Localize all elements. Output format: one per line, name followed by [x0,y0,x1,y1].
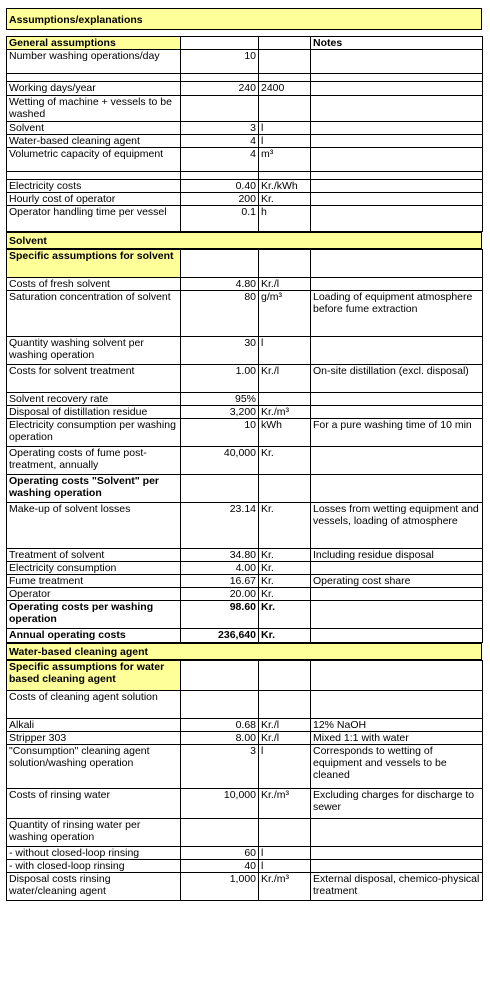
table-row [7,278,483,291]
row-label: Alkali [7,719,181,732]
row-note [311,819,483,847]
row-label: Operator handling time per vessel [7,206,181,232]
row-value [181,661,259,691]
row-label: Specific assumptions for solvent [7,250,181,278]
row-value: 3,200 [181,406,259,419]
row-note: Operating cost share [311,575,483,588]
table-row [7,148,483,172]
row-unit: Kr./m³ [259,406,311,419]
table-row [7,419,483,447]
row-unit [259,393,311,406]
row-note: External disposal, chemico-physical treatment [311,873,483,901]
row-unit: kWh [259,419,311,447]
row-label: Volumetric capacity of equipment [7,148,181,172]
row-unit: g/m³ [259,291,311,337]
row-note: Loading of equipment atmosphere before fume extraction [311,291,483,337]
assumptions-sheet [6,8,482,901]
row-note [311,122,483,135]
row-note [311,601,483,629]
row-unit: Kr./l [259,365,311,393]
table-row [7,601,483,629]
row-note [311,193,483,206]
row-note: Including residue disposal [311,549,483,562]
row-value: 1,000 [181,873,259,901]
row-label: Operating costs of fume post-treatment, annually [7,447,181,475]
row-note: Excluding charges for discharge to sewer [311,789,483,819]
row-value: 4 [181,135,259,148]
row-note [311,475,483,503]
spacer-row [7,74,483,82]
table-row [7,745,483,789]
row-value: 0.68 [181,719,259,732]
table-row [7,250,483,278]
row-unit: l [259,847,311,860]
row-label: Fume treatment [7,575,181,588]
row-note [311,629,483,643]
row-note [311,250,483,278]
table-row [7,193,483,206]
row-unit: Kr./l [259,732,311,745]
row-note [311,96,483,122]
table-row [7,135,483,148]
row-note [311,135,483,148]
row-value [181,691,259,719]
row-value: 0.40 [181,180,259,193]
row-unit: Kr. [259,447,311,475]
table-row [7,206,483,232]
row-note [311,337,483,365]
general-table [6,36,483,232]
row-unit: l [259,337,311,365]
row-label: Wetting of machine + vessels to be washed [7,96,181,122]
row-label: Annual operating costs [7,629,181,643]
row-label: Treatment of solvent [7,549,181,562]
row-unit [259,96,311,122]
row-unit: Kr. [259,193,311,206]
row-label: Make-up of solvent losses [7,503,181,549]
table-row [7,732,483,745]
row-label: Water-based cleaning agent [7,135,181,148]
row-note [311,847,483,860]
row-note [311,691,483,719]
row-unit: Kr. [259,575,311,588]
row-unit: l [259,135,311,148]
water-header: Water-based cleaning agent [6,643,482,660]
row-unit: l [259,860,311,873]
row-value: 236,640 [181,629,259,643]
row-unit [259,250,311,278]
row-note [311,148,483,172]
solvent-header: Solvent [6,232,482,249]
row-label: Hourly cost of operator [7,193,181,206]
table-row [7,475,483,503]
row-value: 240 [181,82,259,96]
row-label: Electricity consumption per washing operation [7,419,181,447]
row-note [311,860,483,873]
row-note [311,588,483,601]
table-row [7,337,483,365]
row-label: Costs of fresh solvent [7,278,181,291]
row-unit: Kr. [259,601,311,629]
row-value: 10 [181,50,259,74]
table-row [7,691,483,719]
row-value: 95% [181,393,259,406]
row-value: 34.80 [181,549,259,562]
table-row [7,873,483,901]
row-value: 80 [181,291,259,337]
row-note: On-site distillation (excl. disposal) [311,365,483,393]
row-value: 23.14 [181,503,259,549]
row-label: Specific assumptions for water based cleaning agent [7,661,181,691]
row-note: For a pure washing time of 10 min [311,419,483,447]
row-label: "Consumption" cleaning agent solution/washing operation [7,745,181,789]
table-row [7,82,483,96]
row-label: Costs for solvent treatment [7,365,181,393]
row-unit: l [259,122,311,135]
row-note [311,406,483,419]
row-value: 16.67 [181,575,259,588]
row-value: 10,000 [181,789,259,819]
table-row [7,122,483,135]
sheet-title: Assumptions/explanations [6,8,482,30]
row-unit: Kr./m³ [259,873,311,901]
row-value: 30 [181,337,259,365]
row-unit [259,819,311,847]
row-label: Operator [7,588,181,601]
row-note [311,661,483,691]
row-unit: Kr./l [259,719,311,732]
row-note [311,393,483,406]
row-note: Losses from wetting equipment and vessels, loading of atmosphere [311,503,483,549]
row-value: 8.00 [181,732,259,745]
water-table [6,660,483,901]
row-label: Operating costs "Solvent" per washing operation [7,475,181,503]
row-label: Solvent recovery rate [7,393,181,406]
row-value [181,250,259,278]
row-unit: Kr. [259,562,311,575]
row-unit [259,475,311,503]
row-value: 60 [181,847,259,860]
row-value: 200 [181,193,259,206]
row-unit: l [259,745,311,789]
row-value [181,819,259,847]
row-label: Solvent [7,122,181,135]
row-unit: 2400 [259,82,311,96]
row-unit [259,50,311,74]
row-value: 4 [181,148,259,172]
row-note [311,447,483,475]
row-note [311,206,483,232]
table-row [7,819,483,847]
table-row [7,50,483,74]
table-row [7,291,483,337]
row-label: Electricity consumption [7,562,181,575]
row-value [181,475,259,503]
row-unit: Kr. [259,503,311,549]
row-unit [259,691,311,719]
row-label: Working days/year [7,82,181,96]
row-note: Corresponds to wetting of equipment and vessels to be cleaned [311,745,483,789]
row-label: Operating costs per washing operation [7,601,181,629]
table-row [7,393,483,406]
row-note: 12% NaOH [311,719,483,732]
row-note [311,278,483,291]
row-unit: Kr. [259,549,311,562]
row-label: Costs of cleaning agent solution [7,691,181,719]
row-value: 4.80 [181,278,259,291]
row-value [181,96,259,122]
table-row [7,365,483,393]
row-label: Quantity of rinsing water per washing operation [7,819,181,847]
row-note [311,82,483,96]
solvent-table [6,249,483,643]
row-label: Number washing operations/day [7,50,181,74]
row-value: 20.00 [181,588,259,601]
general-header: General assumptions [7,37,181,50]
row-unit: m³ [259,148,311,172]
row-unit [259,661,311,691]
table-row [7,860,483,873]
row-note [311,180,483,193]
table-row [7,575,483,588]
row-value: 40 [181,860,259,873]
table-row [7,789,483,819]
row-unit: Kr. [259,588,311,601]
row-unit: Kr./kWh [259,180,311,193]
table-row [7,549,483,562]
row-value: 40,000 [181,447,259,475]
row-label: Electricity costs [7,180,181,193]
row-note [311,50,483,74]
row-label: - with closed-loop rinsing [7,860,181,873]
table-row [7,719,483,732]
row-unit: Kr./m³ [259,789,311,819]
row-note: Mixed 1:1 with water [311,732,483,745]
row-value: 98.60 [181,601,259,629]
table-row [7,503,483,549]
row-value: 1.00 [181,365,259,393]
row-unit: Kr./l [259,278,311,291]
row-label: Stripper 303 [7,732,181,745]
row-label: Disposal of distillation residue [7,406,181,419]
table-row [7,588,483,601]
row-label: Quantity washing solvent per washing operation [7,337,181,365]
row-value: 0.1 [181,206,259,232]
table-row [7,847,483,860]
table-row [7,629,483,643]
row-label: - without closed-loop rinsing [7,847,181,860]
table-row [7,406,483,419]
row-label: Costs of rinsing water [7,789,181,819]
row-label: Saturation concentration of solvent [7,291,181,337]
row-note [311,562,483,575]
row-value: 4.00 [181,562,259,575]
row-value: 10 [181,419,259,447]
row-value: 3 [181,745,259,789]
general-header-row [7,37,483,50]
row-unit: Kr. [259,629,311,643]
notes-header: Notes [311,37,483,50]
table-row [7,562,483,575]
table-row [7,180,483,193]
row-label: Disposal costs rinsing water/cleaning agent [7,873,181,901]
table-row [7,661,483,691]
table-row [7,96,483,122]
spacer-row [7,172,483,180]
row-unit: h [259,206,311,232]
row-value: 3 [181,122,259,135]
table-row [7,447,483,475]
